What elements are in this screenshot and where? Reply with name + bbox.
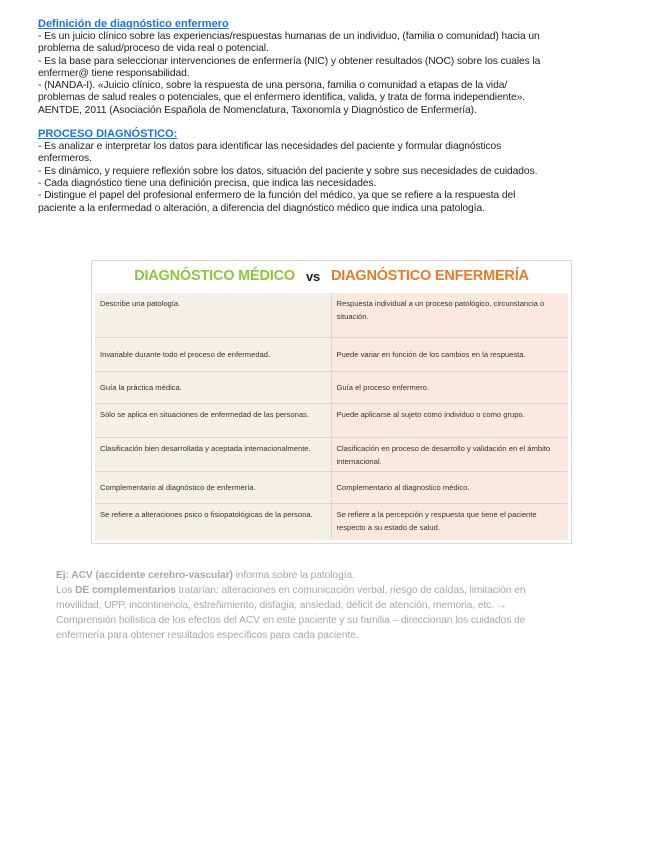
example-paragraph bbox=[56, 568, 616, 643]
definition-line: - (NANDA-I). «Juicio clínico, sobre la respuesta de una persona, familia o comunidad a etapas de la vida/ bbox=[38, 80, 508, 92]
definition-section bbox=[38, 18, 628, 117]
cell-enfermeria: Se refiere a la percepción y respuesta que tiene el paciente respecto a su estado de salud. bbox=[332, 504, 569, 540]
cell-enfermeria: Respuesta individual a un proceso patológico, circunstancia o situación. bbox=[332, 293, 569, 337]
example-text: tratarían: alteraciones en comunicación verbal, riesgo de caídas, limitación en bbox=[175, 585, 526, 596]
process-line: - Distingue el papel del profesional enfermero de la función del médico, ya que se refiere a la respuesta del bbox=[38, 190, 516, 202]
definition-line: - Es un juicio clínico sobre las experiencias/respuestas humanas de un individuo, (familia o comunidad) hacia un bbox=[38, 31, 540, 42]
cell-medico: Guía la práctica médica. bbox=[95, 372, 332, 403]
document-page bbox=[38, 18, 628, 215]
cell-enfermeria: Complementario al diagnostico médico. bbox=[332, 472, 569, 503]
example-line bbox=[56, 568, 616, 583]
cell-medico: Se refiere a alteraciones psico o fisiopatológicas de la persona. bbox=[95, 504, 332, 540]
example-line: movilidad, UPP, incontinencia, estreñimiento, disfagia, ansiedad, déficit de atención, memoria, etc. → bbox=[56, 600, 507, 611]
definition-line: problemas de salud reales o potenciales, que el enfermero identifica, valida, y trata de forma independiente». bbox=[38, 92, 525, 104]
table-row bbox=[95, 403, 568, 437]
example-title: Ej: ACV (accidente cerebro-vascular) bbox=[56, 570, 233, 581]
definition-line: AENTDE, 2011 (Asociación Española de Nomenclatura, Taxonomía y Diagnóstico de Enfermería). bbox=[38, 104, 477, 116]
definition-line: problema de salud/proceso de vida real o potencial. bbox=[38, 43, 269, 55]
table-row bbox=[95, 503, 568, 540]
comparison-title bbox=[92, 261, 571, 291]
title-medico: DIAGNÓSTICO MÉDICO bbox=[134, 268, 295, 284]
process-line: - Es dinámico, y requiere reflexión sobre los datos, situación del paciente y sobre sus necesidades de cuidados. bbox=[38, 165, 538, 177]
process-line: paciente a la enfermedad o alteración, a diferencia del diagnóstico médico que indica una patología. bbox=[38, 202, 485, 214]
title-enfermeria: DIAGNÓSTICO ENFERMERÍA bbox=[331, 268, 529, 284]
comparison-table bbox=[91, 260, 572, 544]
table-row bbox=[95, 437, 568, 471]
table-row bbox=[95, 293, 568, 337]
cell-medico: Describe una patología. bbox=[95, 293, 332, 337]
cell-enfermeria: Clasificación en proceso de desarrollo y validación en el ámbito internacional. bbox=[332, 438, 569, 471]
comparison-body bbox=[95, 293, 568, 540]
cell-enfermeria: Guía el proceso enfermero. bbox=[332, 372, 569, 403]
table-row bbox=[95, 337, 568, 371]
definition-line: enfermer@ tiene responsabilidad. bbox=[38, 67, 190, 79]
cell-medico: Complementario al diagnóstico de enfermería. bbox=[95, 472, 332, 503]
example-text: Los bbox=[56, 585, 76, 596]
title-vs: vs bbox=[305, 268, 320, 284]
process-heading: PROCESO DIAGNÓSTICO: bbox=[38, 128, 178, 141]
process-line: - Es analizar e interpretar los datos para identificar las necesidades del paciente y formular diagnósticos bbox=[38, 141, 502, 153]
process-line: enfermeros. bbox=[38, 153, 92, 165]
example-line: Comprensión holística de los efectos del ACV en este paciente y su familia – direccionan los cuidados de bbox=[56, 615, 526, 626]
example-line bbox=[56, 583, 616, 598]
cell-medico: Invariable durante todo el proceso de enfermedad. bbox=[95, 338, 332, 371]
definition-line: - Es la base para seleccionar intervenciones de enfermería (NIC) y obtener resultados (NOC) sobre los cuales la bbox=[38, 55, 541, 67]
cell-medico: Sólo se aplica en situaciones de enfermedad de las personas. bbox=[95, 404, 332, 437]
process-section bbox=[38, 128, 628, 215]
table-row bbox=[95, 371, 568, 403]
example-text: informa sobre la patología. bbox=[232, 570, 355, 581]
example-line: enfermería para obtener resultados específicos para cada paciente. bbox=[56, 630, 359, 641]
process-line: - Cada diagnóstico tiene una definición precisa, que indica las necesidades. bbox=[38, 177, 377, 189]
cell-enfermeria: Puede variar en función de los cambios en la respuesta. bbox=[332, 338, 569, 371]
cell-medico: Clasificación bien desarrollada y aceptada internacionalmente. bbox=[95, 438, 332, 471]
cell-enfermeria: Puede aplicarse al sujeto como individuo o como grupo. bbox=[332, 404, 569, 437]
definition-heading: Definición de diagnóstico enfermero bbox=[38, 18, 229, 30]
table-row bbox=[95, 471, 568, 503]
example-emphasis: DE complementarios bbox=[75, 585, 176, 596]
